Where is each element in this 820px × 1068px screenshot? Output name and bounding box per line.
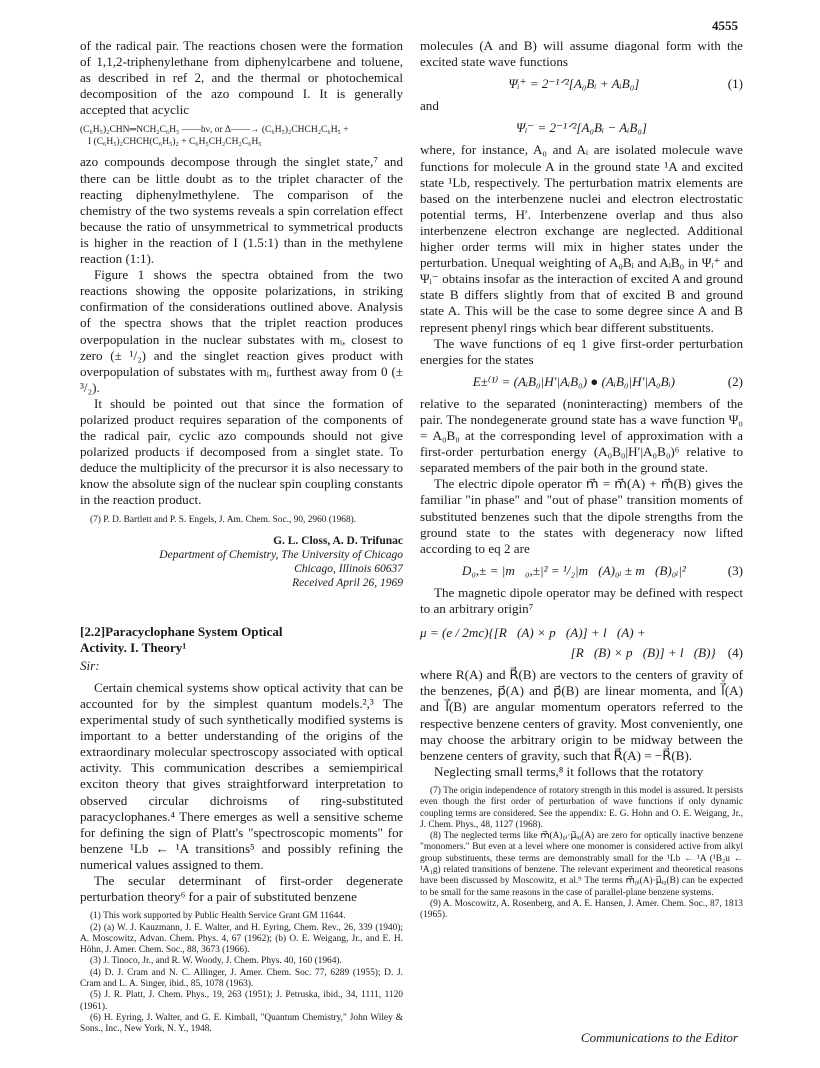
footnotes <box>80 911 403 1035</box>
paragraph: Certain chemical systems show optical activity that can be accounted for by the simplest quantum models.²,³ The experimental study of such synthetically modified systems is important to a better understanding of the origins of the extraordinary molecular spectroscopy associated with optical activity. This communication describes a semiempirical exciton theory that gives straightforward interpretation to observed circular dichroisms of ring-substituted paracyclophanes.⁴ There emerges as well a sensitive scheme for defining the sign of Platt's "spectroscopic moments" for benzene ¹Lb ← ¹A transitions⁵ and possibly refining the numerical values assigned to them. <box>80 679 403 872</box>
equation-body: [R⃗(B) × p⃗(B)] + l⃗(B)} <box>570 645 716 661</box>
reaction-line: (C₆H₅)₂CHN═NCH₂C₆H₅ ——hν, or Δ——→ (C₆H₅)₂CHCH₂C₆H₅ + <box>80 125 349 136</box>
title-line: Activity. I. Theory¹ <box>80 639 187 655</box>
paragraph: azo compounds decompose through the singlet state,⁷ and there can be little doubt as to the triplet character of the reacting diphenylmethylene. The comparison of the chemistry of the two systems reveals a spin correlation effect because the ratio of unsymmetrical to symmetrical products is higher in the reaction of I (1.5:1) than in the methylene reaction (1:1). <box>80 154 403 267</box>
salutation: Sir: <box>80 657 100 673</box>
paragraph: relative to the separated (noninteracting) members of the pair. The nondegenerate ground state has a wave function Ψ₀ = A₀B₀ at the corresponding level of approximation with a first-order perturbation energy (A₀B₀|H′|A₀B₀)⁶ relative to separated members of the pair both in the ground state. <box>420 395 743 476</box>
reaction-line: I (C₆H₅)₂CHCH(C₆H₅)₂ + C₆H₅CH₂CH₂C₆H₅ <box>88 137 262 148</box>
paragraph: The electric dipole operator m⃗ = m⃗(A) + m⃗(B) gives the familiar "in phase" and "out of phase" transition moments of substituted benzenes such that the dipole strengths from the ground state to the states with degeneracy now lifted according to eq 2 are <box>420 476 743 556</box>
paragraph: Neglecting small terms,⁸ it follows that the rotatory <box>434 763 704 779</box>
footnote: (1) This work supported by Public Health Service Grant GM 11644. <box>90 911 346 922</box>
left-column <box>80 38 403 1036</box>
equation-4-line2 <box>420 645 743 661</box>
paragraph: where R(A) and R⃗(B) are vectors to the centers of gravity of the benzenes, p⃗(A) and p⃗(B) are linear momenta, and l⃗(A) and l⃗(B) are angular momentum operators referred to the respective benzene centers of gravity. Most conveniently, one may choose the arbitrary origin to be midway between the benzene centers of gravity, such that R⃗(A) = −R⃗(B). <box>420 667 743 763</box>
affiliation-city: Chicago, Illinois 60637 <box>294 562 403 575</box>
footnote: (7) P. D. Bartlett and P. S. Engels, J. Am. Chem. Soc., 90, 2960 (1968). <box>90 514 357 525</box>
equation-body: Ψᵢ⁺ = 2⁻¹ᐟ²[A₀Bᵢ + AᵢB₀] <box>508 76 640 92</box>
article-title <box>80 624 403 656</box>
footnote: (9) A. Moscowitz, A. Rosenberg, and A. E. Hansen, J. Amer. Chem. Soc., 87, 1813 (1965). <box>420 898 743 921</box>
connector-text: and <box>420 98 439 114</box>
footnote: (7) The origin independence of rotatory strength in this model is assured. It persists even though the first order of perturbation of wave functions if only dynamic coupling terms are considered. See the appendix: E. G. Hohn and O. E. Weigang, Jr., J. Chem. Phys., 48, 1127 (1968). <box>420 785 743 830</box>
equation-number: (4) <box>727 645 743 661</box>
received-date: Received April 26, 1969 <box>292 576 403 589</box>
equation-4-line1: μ = (e / 2mc){[R⃗(A) × p⃗(A)] + l⃗(A) + <box>420 625 646 641</box>
paragraph: of the radical pair. The reactions chosen were the formation of 1,1,2-triphenylethane from diphenylcarbene and toluene, as described in ref 2, and the thermal or photochemical decomposition of the azo compound I. It is generally accepted that acyclic <box>80 38 403 118</box>
journal-footer: Communications to the Editor <box>580 1030 738 1045</box>
equation-number: (1) <box>727 76 743 92</box>
reaction-scheme <box>80 124 403 148</box>
equation-number: (3) <box>727 562 743 578</box>
paragraph: molecules (A and B) will assume diagonal form with the excited state wave functions <box>420 38 743 70</box>
paragraph: Figure 1 shows the spectra obtained from the two reactions showing the opposite polarizations, in striking confirmation of the considerations outlined above. Analysis of the spectra shows that the triplet reaction produces overpopulation in the nuclear substates with mᵢ, closest to zero (± ¹/₂) and the singlet reaction gives product with overpopulation of substates with mᵢ, furthest away from 0 (± ³/₂). <box>80 267 403 395</box>
title-line: [2.2]Paracyclophane System Optical <box>80 623 283 639</box>
footnote: (3) J. Tinoco, Jr., and R. W. Woody, J. Chem. Phys. 40, 160 (1964). <box>90 956 342 967</box>
equation-body: D₀,± = |m⃗₀,±|² = ¹/₂|m⃗(A)₀ᵢ ± m⃗(B)₀ᵢ|² <box>461 562 686 578</box>
equation-3 <box>420 563 743 579</box>
equation-1b <box>420 120 743 136</box>
author-signature <box>80 534 403 590</box>
paragraph: The wave functions of eq 1 give first-order perturbation energies for the states <box>420 335 743 367</box>
equation-number: (2) <box>727 373 743 389</box>
right-column <box>420 38 743 922</box>
paragraph: The magnetic dipole operator may be defined with respect to an arbitrary origin⁷ <box>420 584 743 616</box>
footnote: (4) D. J. Cram and N. C. Allinger, J. Amer. Chem. Soc. 77, 6289 (1955); D. J. Cram and L. A. Singer, ibid., 85, 1078 (1963). <box>80 967 403 990</box>
author-names: G. L. Closs, A. D. Trifunac <box>273 534 403 547</box>
page-number: 4555 <box>712 18 738 33</box>
paragraph: where, for instance, A₀ and Aᵢ are isolated molecule wave functions for molecule A in the ground state ¹A and excited state ¹Lb, respectively. The perturbation matrix elements are based on the interbenzene nuclei and electron electrostatic potential terms, H′. Interbenzene overlap and thus also interbenzene electron exchange are neglected. Additional higher order terms will mix in higher states under the perturbation. Unequal weighting of A₀Bᵢ and AᵢB₀ in Ψᵢ⁺ and Ψᵢ⁻ obtains insofar as the interaction of excited A and ground state B differs slightly from that of excited B and ground state A. This will be the case to some degree since A and B represent phenyl rings which bear different substituents. <box>420 142 743 335</box>
footnotes <box>80 515 403 526</box>
footnote: (8) The neglected terms like m⃗(A)₀ᵢ·μ⃗ᵢ₀(A) are zero for optically inactive benzene "monomers." But even at a level where one monomer is considered active from alkyl group substituents, these terms are demonstrably small for the ¹Lb ← ¹A (¹B₂u ← ¹A₁g) related transitions of benzene. The relevant experiment and theoretical reasons have been discussed by Moscowitz, et al.⁹ The terms m⃗₀ᵢ(A)·μ⃗ᵢ₀(B) can be expected to be small for the same reasons in the case of parallel-plane benzene systems. <box>420 831 743 898</box>
footnote: (6) H. Eyring, J. Walter, and G. E. Kimball, "Quantum Chemistry," John Wiley & Sons., Inc., New York, N. Y., 1948. <box>80 1012 403 1035</box>
footnotes <box>420 786 743 922</box>
footnote: (5) J. R. Platt, J. Chem. Phys., 19, 263 (1951); J. Petruska, ibid., 34, 1111, 1120 (1961). <box>80 990 403 1012</box>
paragraph: The secular determinant of first-order degenerate perturbation theory⁶ for a pair of substituted benzene <box>80 873 403 905</box>
equation-1 <box>420 76 743 92</box>
equation-2 <box>420 374 743 390</box>
footnote: (2) (a) W. J. Kauzmann, J. E. Walter, and H. Eyring, Chem. Rev., 26, 339 (1940); A. Moscowitz, Advan. Chem. Phys. 4, 67 (1962); (b) O. E. Weigang, Jr., and E. H. Höhn, J. Amer. Chem. Soc., 88, 3673 (1966). <box>80 922 403 956</box>
paragraph: It should be pointed out that since the formation of polarized product requires separation of the components of the radical pair, cyclic azo compounds should not give polarized products if decomposed from a singlet state. To deduce the multiplicity of the precursor it is also necessary to know the absolute sign of the nuclear spin coupling constants in the reaction product. <box>80 395 403 508</box>
equation-body: E±⁽¹⁾ = (AᵢB₀|H′|AᵢB₀) ● (AᵢB₀|H′|A₀Bᵢ) <box>472 373 676 389</box>
equation-body: Ψᵢ⁻ = 2⁻¹ᐟ²[A₀Bᵢ − AᵢB₀] <box>515 120 647 136</box>
affiliation: Department of Chemistry, The University of Chicago <box>159 548 403 561</box>
